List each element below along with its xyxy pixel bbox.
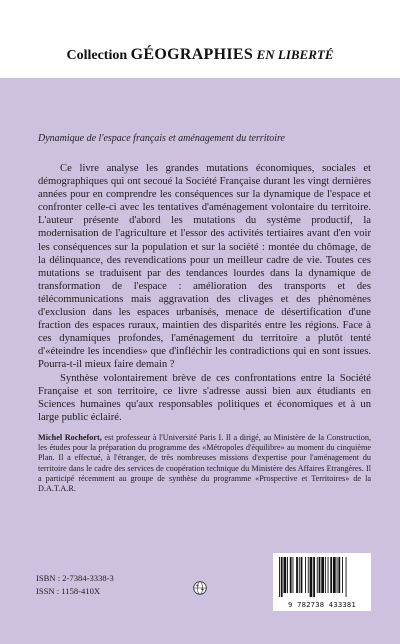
barcode-bar (342, 557, 343, 593)
barcode-bar (279, 557, 280, 597)
barcode-bar (293, 557, 294, 593)
barcode-bar (346, 557, 347, 597)
barcode-bar (305, 557, 306, 593)
barcode-bar (330, 557, 332, 593)
barcode-number: 9 782738 433381 (288, 600, 356, 609)
author-bio (38, 433, 371, 494)
barcode-bar (301, 557, 303, 593)
barcode-bar (308, 557, 309, 593)
series-suffix: EN LIBERTÉ (256, 47, 334, 62)
barcode-bar (328, 557, 329, 593)
barcode-bar (319, 557, 321, 593)
barcode-bar (338, 557, 340, 593)
cover-header-band (0, 0, 400, 78)
blurb (38, 162, 371, 424)
barcode-bar (337, 557, 338, 593)
barcode-bar (310, 557, 313, 597)
blurb-paragraph-2: Synthèse volontairement brève de ces confrontations entre la Société Française et son territoire, ce livre s'adresse aussi bien aux étudiants en Sciences humaines qu'aux responsables politiques et économiques et à un large public éclairé. (38, 372, 371, 423)
barcode (273, 553, 371, 611)
isbn-text: ISBN : 2-7384-3338-3 (36, 573, 114, 583)
barcode-bar (281, 557, 283, 597)
barcode-bar (313, 557, 315, 597)
barcode-bar (284, 557, 287, 593)
series-collection-label: Collection (66, 48, 128, 63)
barcode-bar (299, 557, 300, 593)
issn-text: ISSN : 1158-410X (36, 586, 101, 596)
series-title (0, 46, 400, 64)
blurb-paragraph-1: Ce livre analyse les grandes mutations économiques, sociales et démographiques qui ont secoué la Société Française durant les vingt dernières années pour en comprendre les conséquences sur la dynamique de l'espace et confronter celle-ci avec les tentatives d'aménagement volontaire du territoire. L'auteur présente d'abord les mutations du système productif, la modernisation de l'agriculture et l'essor des activités tertiaires avant d'en voir les conséquences sur la population et sur la société : montée du chômage, de la délinquance, des revendications pour un meilleur cadre de vie. Toutes ces mutations se traduisent par des tendances lourdes dans la dynamique de transformation de l'espace : amélioration des transports et des télécommunications mais aggravation des clivages et des phénomènes d'exclusion dans les espaces urbanisés, menace de désertification d'une fraction des espaces ruraux, maintien des disparités entre les régions. Face à ces dynamiques profondes, l'aménagement du territoire a plutôt tenté d'«éteindre les incendies» que d'infléchir les contradictions qui en sont issues. Pourra-t-il mieux faire demain ? (38, 163, 371, 371)
barcode-bar (317, 557, 318, 593)
series-name: GÉOGRAPHIES (130, 46, 254, 63)
barcode-bars (277, 557, 367, 597)
book-subtitle: Dynamique de l'espace français et aménagement du territoire (38, 133, 285, 144)
barcode-bar (321, 557, 324, 593)
barcode-bar (325, 557, 326, 593)
globe-icon (193, 581, 207, 595)
author-name: Michel Rochefort, (38, 433, 102, 442)
barcode-bar (296, 557, 298, 593)
author-bio-text: est professeur à l'Université Paris I. Il a dirigé, au Ministère de la Construction, les études pour la préparation du programme des «Métropoles d'équilibre» au moment du cinquième Plan. Il a effectué, à l'étranger, de très nombreuses missions d'expertise pour l'aménagement du territoire dans le cadre des services de coopération technique du Ministère des Affaires Etrangères. Il a participé récemment au groupe de synthèse du programme «Prospective et Territoires» de la D.A.T.A.R. (38, 433, 371, 494)
barcode-bar (290, 557, 292, 593)
barcode-bar (333, 557, 336, 593)
barcode-bar (287, 557, 288, 593)
